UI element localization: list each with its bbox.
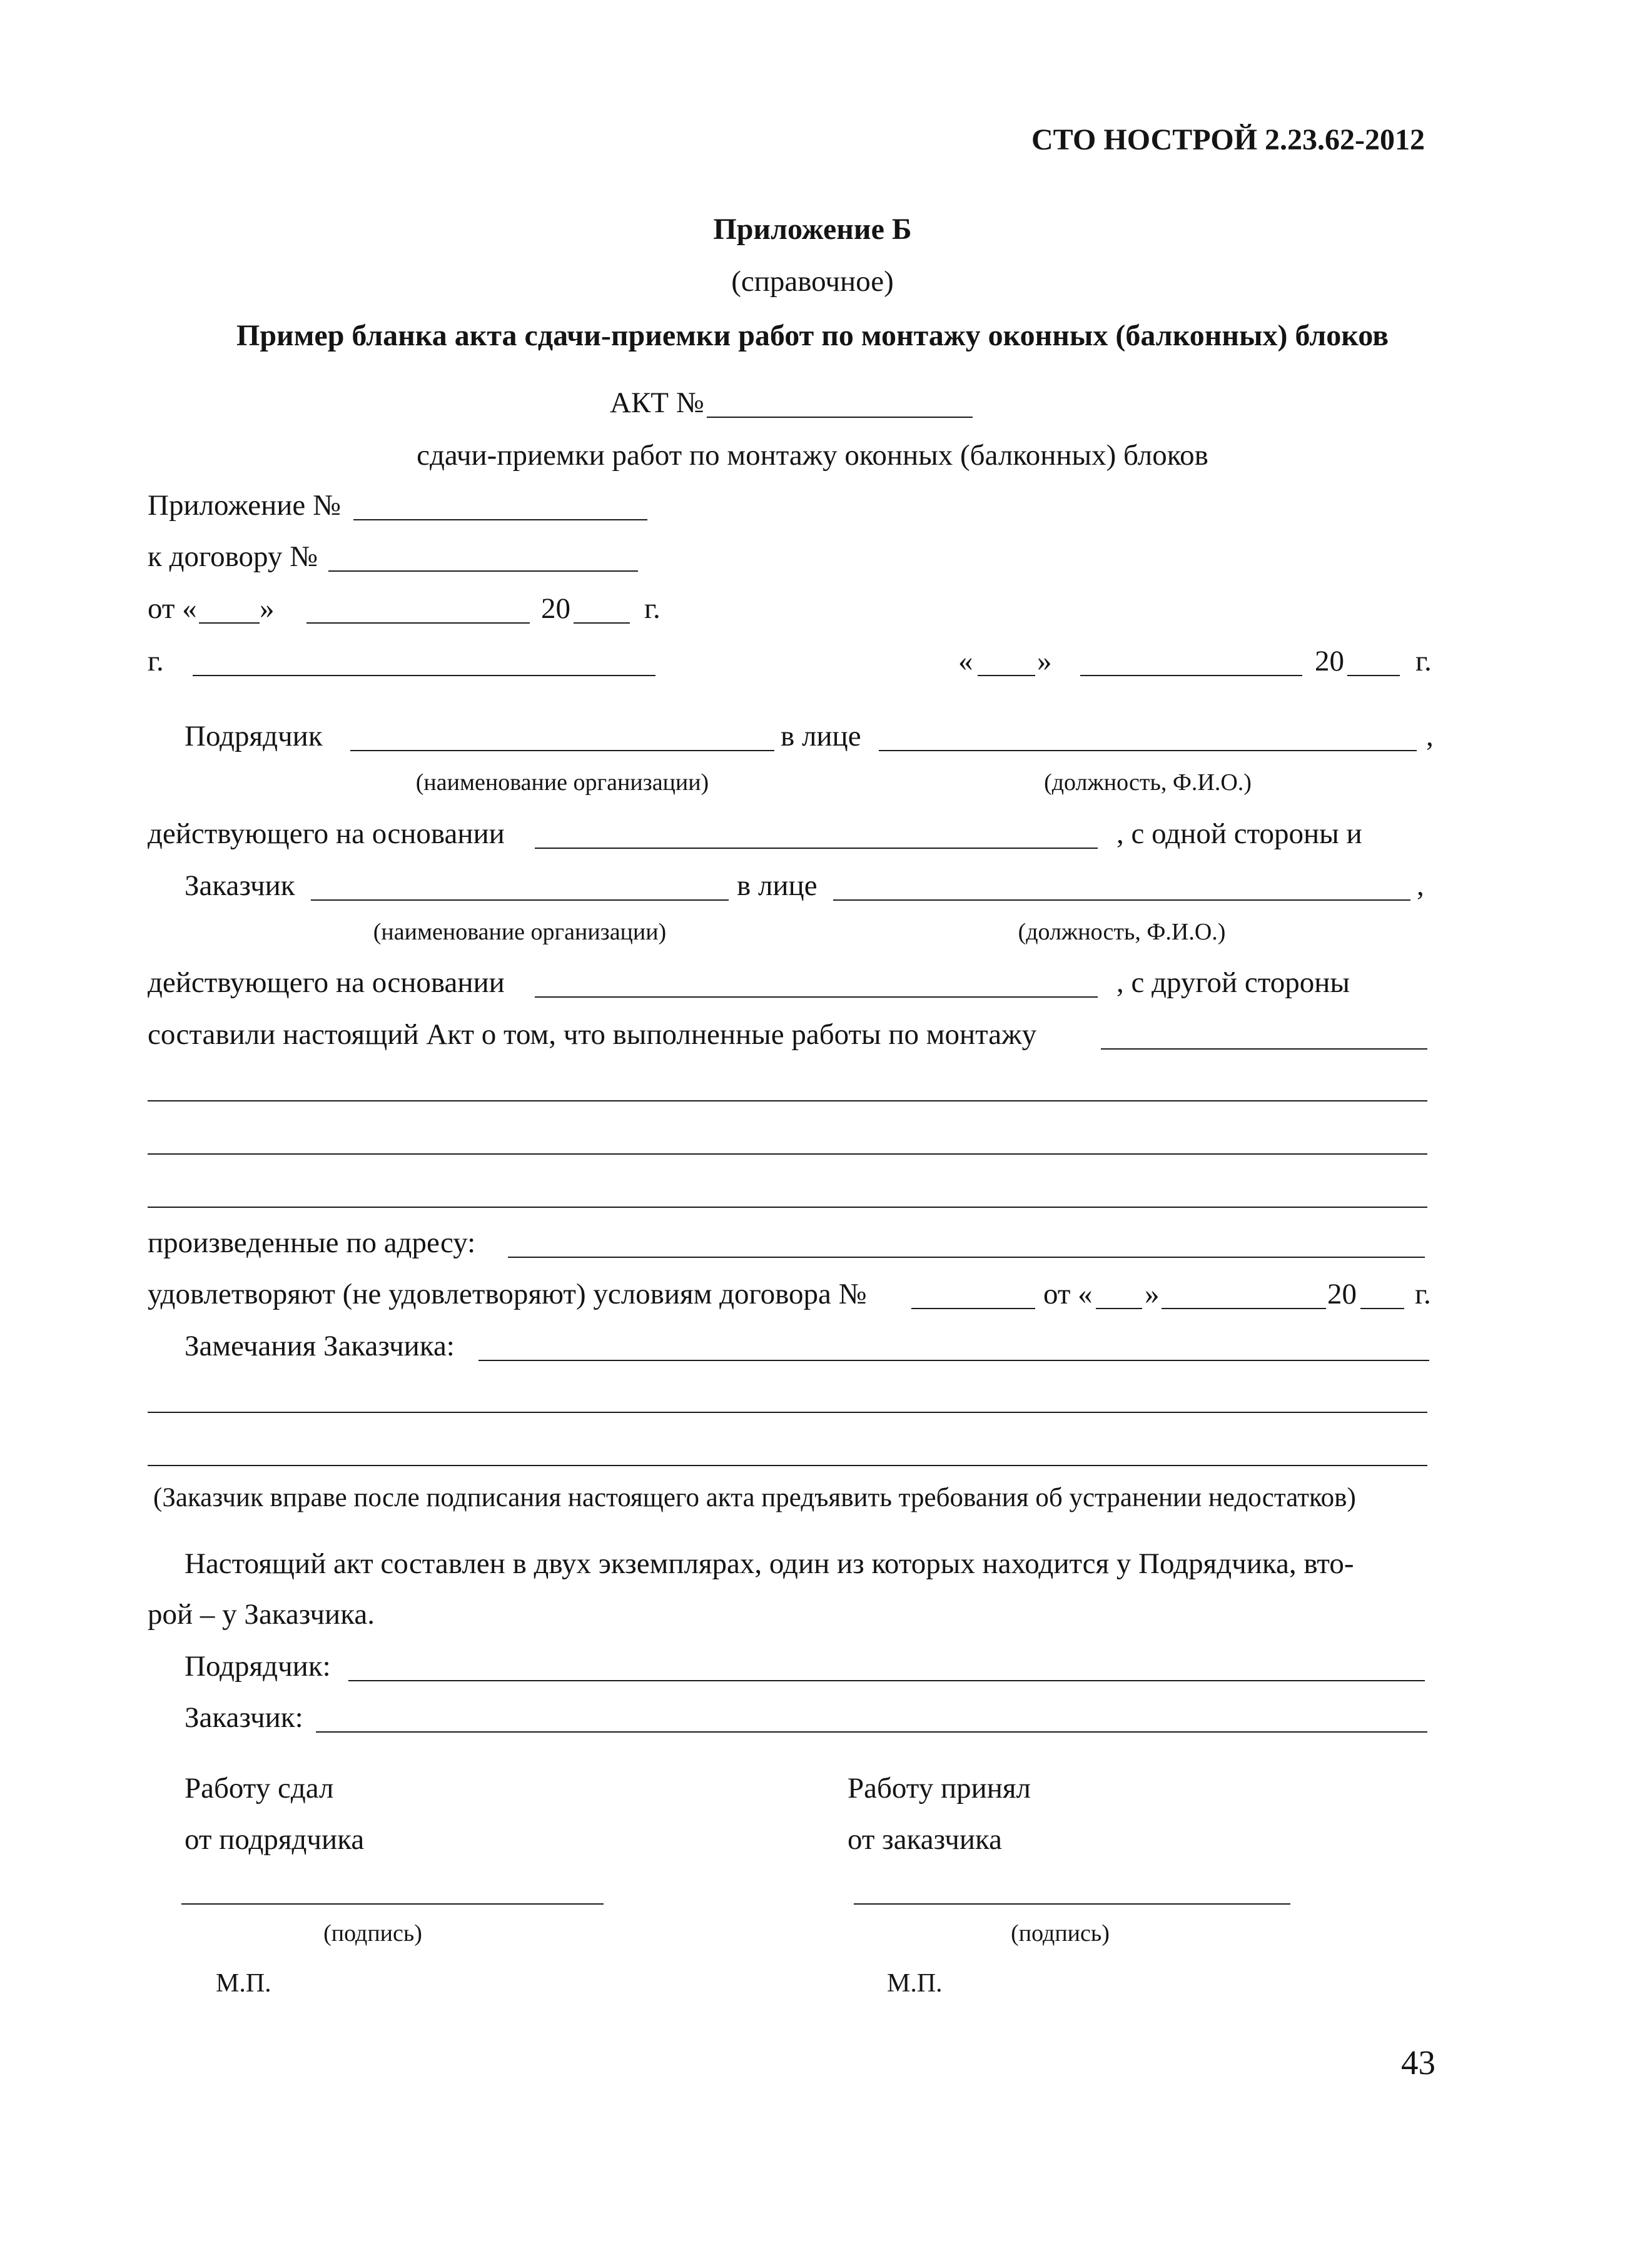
customer-sign-line xyxy=(316,1731,1427,1733)
remarks-label: Замечания Заказчика: xyxy=(185,1330,455,1362)
right-year-line xyxy=(1347,675,1400,676)
acting-basis-line xyxy=(535,848,1098,849)
drafted-line xyxy=(1101,1048,1427,1050)
work-line-2 xyxy=(148,1153,1427,1155)
right-date-close: » xyxy=(1037,645,1052,677)
drafted-statement: составили настоящий Акт о том, что выполненные работы по монтажу xyxy=(148,1018,1037,1051)
contractor-org-line xyxy=(350,750,774,751)
contractor-sign-label: Подрядчик: xyxy=(185,1650,331,1683)
act-number-line xyxy=(707,417,973,418)
copies-statement-2: рой – у Заказчика. xyxy=(148,1598,375,1631)
right-signature-from: от заказчика xyxy=(848,1823,1002,1856)
satisfy-year: 20 xyxy=(1327,1278,1357,1310)
acting-basis-label-2: действующего на основании xyxy=(148,966,505,999)
address-label: произведенные по адресу: xyxy=(148,1227,476,1259)
date-year-prefix: 20 xyxy=(541,592,570,625)
right-seal: М.П. xyxy=(887,1969,943,1998)
right-date-day-line xyxy=(978,675,1035,676)
date-year-suffix: г. xyxy=(644,592,661,625)
satisfy-from: от « xyxy=(1043,1278,1093,1310)
contractor-person-line xyxy=(879,750,1417,751)
work-line-3 xyxy=(148,1207,1427,1208)
appendix-subtitle: (справочное) xyxy=(731,265,894,298)
city-line xyxy=(193,675,656,676)
right-date-month-line xyxy=(1080,675,1302,676)
left-signature-hint: (подпись) xyxy=(323,1920,422,1947)
date-from-label: от « xyxy=(148,592,197,625)
contract-line xyxy=(328,570,638,572)
customer-position-hint: (должность, Ф.И.О.) xyxy=(1018,919,1226,945)
contract-label: к договору № xyxy=(148,540,318,573)
customer-org-hint: (наименование организации) xyxy=(373,919,667,945)
attachment-label: Приложение № xyxy=(148,489,341,522)
customer-person-line xyxy=(833,899,1410,901)
contractor-comma: , xyxy=(1426,720,1434,752)
document-code: СТО НОСТРОЙ 2.23.62-2012 xyxy=(1031,123,1425,156)
copies-statement-1: Настоящий акт составлен в двух экземплярах, один из которых находится у Подрядчика, вто- xyxy=(185,1547,1354,1580)
satisfy-day-line xyxy=(1096,1308,1142,1309)
act-title: АКТ № xyxy=(610,387,704,419)
left-signature-from: от подрядчика xyxy=(185,1823,365,1856)
remarks-line-1 xyxy=(478,1360,1429,1361)
remarks-line-3 xyxy=(148,1465,1427,1466)
act-subtitle: сдачи-приемки работ по монтажу оконных (балконных) блоков xyxy=(417,439,1208,472)
satisfy-month-line xyxy=(1162,1308,1326,1309)
satisfy-statement: удовлетворяют (не удовлетворяют) условиям договора № xyxy=(148,1278,867,1310)
one-side-label: , с одной стороны и xyxy=(1116,818,1362,850)
satisfy-quote: » xyxy=(1145,1278,1160,1310)
in-person-label: в лице xyxy=(781,720,861,752)
city-label: г. xyxy=(148,645,164,677)
right-year-suffix: г. xyxy=(1415,645,1432,677)
remarks-line-2 xyxy=(148,1412,1427,1413)
acting-basis-line-2 xyxy=(535,996,1098,998)
customer-comma: , xyxy=(1417,869,1424,902)
work-line-1 xyxy=(148,1100,1427,1101)
date-month-line xyxy=(306,622,530,624)
appendix-title: Приложение Б xyxy=(713,213,912,246)
other-side-label: , с другой стороны xyxy=(1116,966,1350,999)
date-day-line xyxy=(199,622,260,624)
customer-org-line xyxy=(311,899,729,901)
right-signature-line xyxy=(854,1903,1290,1905)
contractor-sign-line xyxy=(348,1680,1425,1681)
date-year-line xyxy=(574,622,630,624)
customer-label: Заказчик xyxy=(185,869,295,902)
page-number: 43 xyxy=(1401,2043,1435,2082)
satisfy-year-line xyxy=(1360,1308,1404,1309)
contractor-org-hint: (наименование организации) xyxy=(415,769,709,796)
right-signature-title: Работу принял xyxy=(848,1772,1031,1805)
acting-basis-label: действующего на основании xyxy=(148,818,505,850)
right-date-open: « xyxy=(958,645,973,677)
address-line xyxy=(508,1257,1425,1258)
left-signature-line xyxy=(181,1903,604,1905)
right-year-prefix: 20 xyxy=(1315,645,1344,677)
contractor-position-hint: (должность, Ф.И.О.) xyxy=(1044,769,1252,796)
right-signature-hint: (подпись) xyxy=(1011,1920,1110,1947)
contractor-label: Подрядчик xyxy=(185,720,323,752)
satisfy-contract-line xyxy=(911,1308,1035,1309)
date-quote: » xyxy=(260,592,275,625)
customer-rights-note: (Заказчик вправе после подписания настоящего акта предъявить требования об устранении недостатков) xyxy=(153,1483,1356,1512)
appendix-caption: Пример бланка акта сдачи-приемки работ по монтажу оконных (балконных) блоков xyxy=(236,319,1389,352)
attachment-line xyxy=(353,519,647,520)
in-person-label-2: в лице xyxy=(737,869,818,902)
satisfy-g: г. xyxy=(1415,1278,1431,1310)
left-signature-title: Работу сдал xyxy=(185,1772,334,1805)
left-seal: М.П. xyxy=(216,1969,271,1998)
customer-sign-label: Заказчик: xyxy=(185,1701,303,1734)
